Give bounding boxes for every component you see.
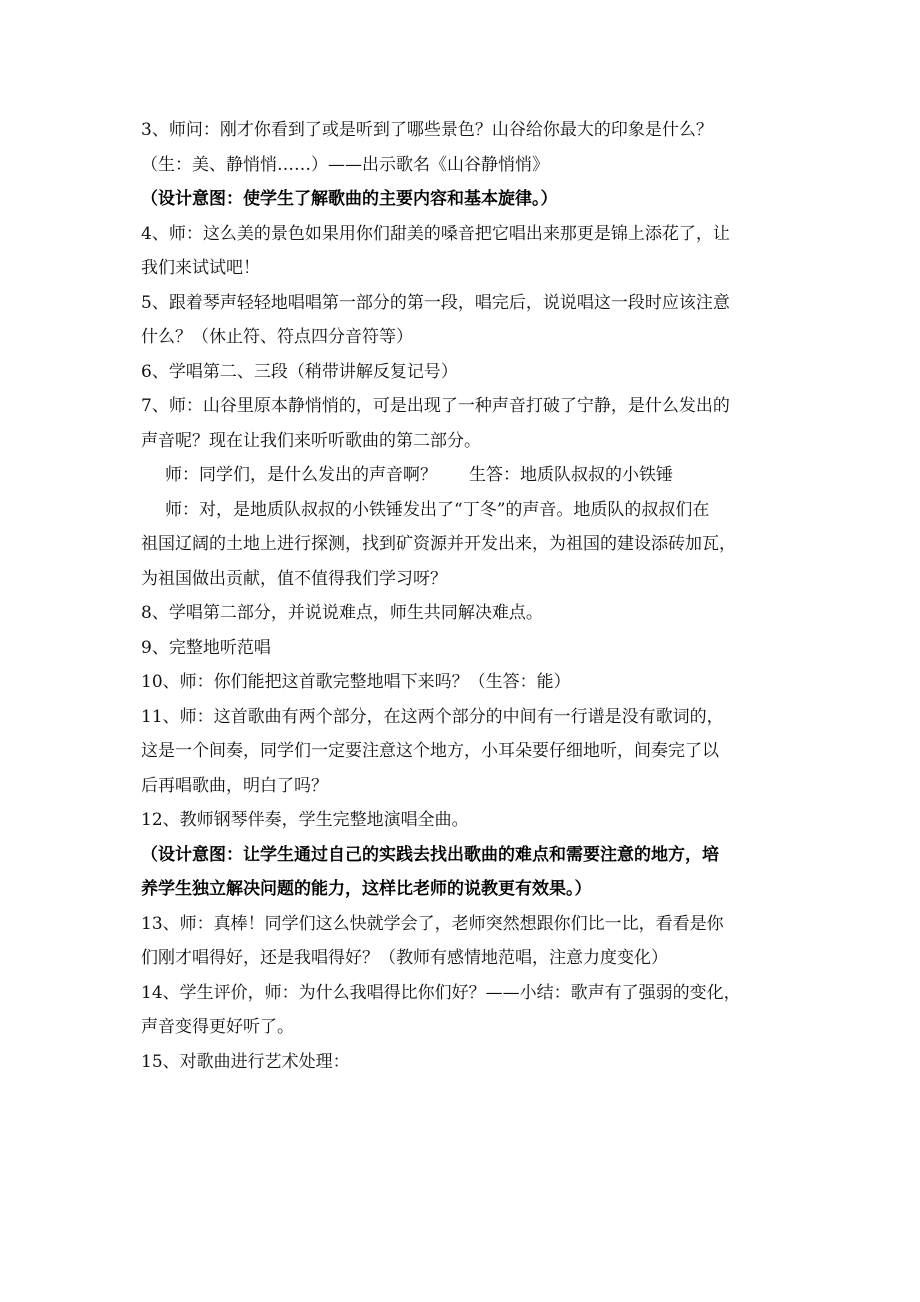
paragraph-line: 14、学生评价，师：为什么我唱得比你们好？——小结：歌声有了强弱的变化， <box>141 982 741 1003</box>
dialogue-line <box>141 458 781 493</box>
paragraph-line: 11、师：这首歌曲有两个部分，在这两个部分的中间有一行谱是没有歌词的， <box>141 706 724 727</box>
paragraph-line: 4、师：这么美的景色如果用你们甜美的嗓音把它唱出来那更是锦上添花了，让 <box>141 223 730 244</box>
paragraph-line: 我们来试试吧！ <box>141 258 260 278</box>
paragraph-line: 们刚才唱得好，还是我唱得好？（教师有感情地范唱，注意力度变化） <box>141 948 668 968</box>
paragraph-line: 12、教师钢琴伴奏，学生完整地演唱全曲。 <box>141 810 469 830</box>
paragraph-line: 为祖国做出贡献，值不值得我们学习呀？ <box>141 568 447 589</box>
paragraph-line: 7、师：山谷里原本静悄悄的，可是出现了一种声音打破了宁静，是什么发出的 <box>141 396 730 416</box>
design-intent-line: （设计意图：让学生通过自己的实践去找出歌曲的难点和需要注意的地方，培 <box>141 844 719 865</box>
paragraph-line: 10、师：你们能把这首歌完整地唱下来吗？（生答：能） <box>141 672 571 692</box>
lesson-plan-text <box>141 113 781 1079</box>
paragraph-line: 什么？（休止符、符点四分音符等） <box>141 327 413 347</box>
paragraph-line: 祖国辽阔的土地上进行探测，找到矿资源并开发出来，为祖国的建设添砖加瓦， <box>141 534 736 554</box>
student-answer: 生答：地质队叔叔的小铁锤 <box>469 465 673 485</box>
paragraph-line: 5、跟着琴声轻轻地唱唱第一部分的第一段，唱完后，说说唱这一段时应该注意 <box>141 292 730 313</box>
design-intent-line: 养学生独立解决问题的能力，这样比老师的说教更有效果。） <box>141 879 592 899</box>
paragraph-line: 9、完整地听范唱 <box>141 637 271 658</box>
design-intent-line: （设计意图：使学生了解歌曲的主要内容和基本旋律。） <box>141 189 558 209</box>
paragraph-line: 8、学唱第二部分，并说说难点，师生共同解决难点。 <box>141 603 543 623</box>
paragraph-line: 这是一个间奏，同学们一定要注意这个地方，小耳朵要仔细地听，间奏完了以 <box>141 741 719 761</box>
teacher-question: 师：同学们，是什么发出的声音啊？ <box>165 465 437 485</box>
paragraph-line: 6、学唱第二、三段（稍带讲解反复记号） <box>141 361 458 382</box>
paragraph-line: 3、师问：刚才你看到了或是听到了哪些景色？山谷给你最大的印象是什么？ <box>141 120 713 140</box>
paragraph-line: 后再唱歌曲，明白了吗？ <box>141 775 328 796</box>
paragraph-line: 声音变得更好听了。 <box>141 1017 294 1037</box>
paragraph-line: （生：美、静悄悄……）——出示歌名《山谷静悄悄》 <box>141 154 549 175</box>
paragraph-line: 声音呢？现在让我们来听听歌曲的第二部分。 <box>141 430 481 451</box>
paragraph-line: 师：对，是地质队叔叔的小铁锤发出了“丁冬”的声音。地质队的叔叔们在 <box>165 499 710 520</box>
paragraph-line: 15、对歌曲进行艺术处理： <box>141 1051 350 1072</box>
paragraph-line: 13、师：真棒！同学们这么快就学会了，老师突然想跟你们比一比，看看是你 <box>141 913 724 934</box>
